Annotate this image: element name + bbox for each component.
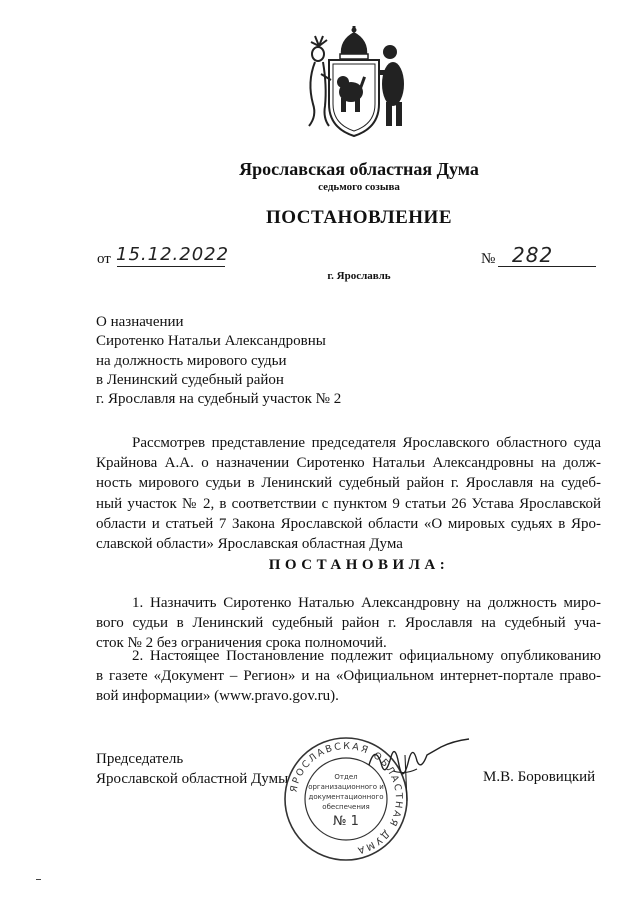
subject-line: г. Ярославля на судебный участок № 2: [96, 391, 342, 408]
paragraph-line: сток № 2 без ограничения срока полномочий.: [96, 635, 387, 652]
stamp-center-line: документационного: [308, 793, 384, 801]
item-2-paragraph: [96, 646, 601, 707]
number-value-handwritten: 282: [512, 243, 554, 267]
paragraph-line: ный участок № 2, в соответствии с пунктом 9 статьи 26 Устава Ярославской: [96, 495, 601, 512]
paragraph-line: Крайнова А.А. о назначении Сиротенко Натальи Александровны на долж-: [96, 455, 601, 472]
convocation: седьмого созыва: [318, 181, 400, 193]
paragraph-line: 2. Настоящее Постановление подлежит официальному опубликованию: [132, 648, 601, 664]
preamble-paragraph: [96, 433, 601, 554]
stamp-center-line: Отдел: [334, 773, 358, 781]
date-underline: [117, 266, 225, 267]
subject-line: Сиротенко Натальи Александровны: [96, 333, 326, 350]
deer-supporter-icon: [309, 36, 331, 126]
subject-line: О назначении: [96, 314, 184, 330]
coat-of-arms-emblem: [293, 26, 415, 138]
date-value-handwritten: 15.12.2022: [116, 244, 230, 265]
document-type-title: ПОСТАНОВЛЕНИЕ: [265, 207, 453, 228]
date-label: от: [97, 251, 111, 267]
stamp-ring-text: ЯРОСЛАВСКАЯ ОБЛАСТНАЯ ДУМА: [288, 740, 405, 856]
organization-name: Ярославская областная Дума: [239, 159, 479, 179]
paragraph-line: вого судьи в Ленинский судебный район г. Ярославля на судебный уча-: [96, 615, 601, 632]
item-1-paragraph: [96, 593, 601, 654]
paragraph-line: вой информации» (www.pravo.gov.ru).: [96, 688, 339, 705]
paragraph-line: 1. Назначить Сиротенко Наталью Александровну на должность миро-: [132, 595, 601, 611]
subject-block: [96, 313, 341, 409]
crown-icon: [340, 26, 368, 59]
paragraph-line: славской области» Ярославская областная Дума: [96, 535, 403, 552]
signatory-name: М.В. Боровицкий: [483, 769, 596, 785]
paragraph-line: ность мирового судьи в Ленинский судебный район г. Ярославля на судеб-: [96, 475, 601, 492]
bear-supporter-icon: [379, 45, 404, 126]
stamp-number: № 1: [333, 814, 359, 829]
margin-mark: [36, 879, 41, 880]
handwritten-signature: [365, 735, 475, 805]
stamp-center-line: организационного и: [308, 783, 384, 791]
city: г. Ярославль: [327, 270, 391, 282]
paragraph-line: в газете «Документ – Регион» и на «Официальном интернет-портале право-: [96, 668, 601, 685]
number-underline: [498, 266, 596, 267]
decided-heading: ПОСТАНОВИЛА:: [268, 557, 450, 573]
signatory-title: [96, 749, 288, 789]
paragraph-line: Рассмотрев представление председателя Ярославского областного суда: [132, 435, 601, 451]
number-label: №: [481, 251, 496, 267]
signatory-title-line: Председатель: [96, 751, 184, 767]
paragraph-line: области и статьей 7 Закона Ярославской области «О мировых судьях в Яро-: [96, 515, 601, 532]
signatory-title-line: Ярославской областной Думы: [96, 771, 289, 787]
subject-line: на должность мирового судьи: [96, 352, 287, 369]
subject-line: в Ленинский судебный район: [96, 371, 284, 388]
stamp-center-line: обеспечения: [322, 803, 370, 811]
